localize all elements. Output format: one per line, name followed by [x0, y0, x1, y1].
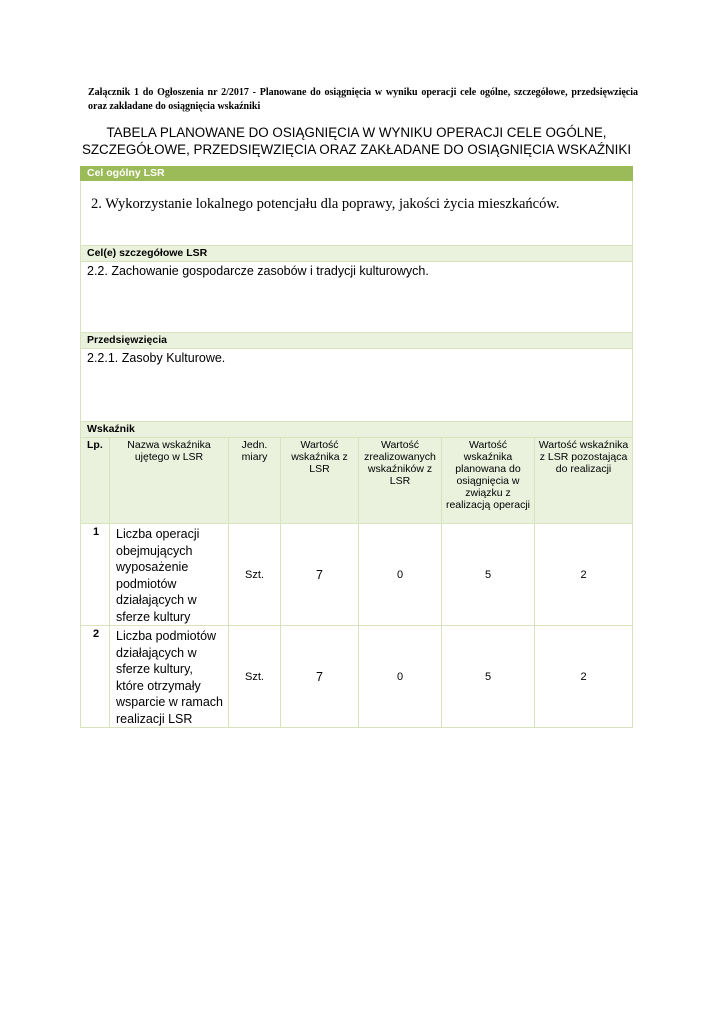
row-unit: Szt.: [229, 626, 281, 728]
column-header-remaining: Wartość wskaźnika z LSR pozostająca do realizacji: [535, 438, 633, 524]
row-unit: Szt.: [229, 524, 281, 626]
row-lp: 1: [81, 524, 110, 626]
column-header-lsr-value: Wartość wskaźnika z LSR: [281, 438, 359, 524]
row-planned: 5: [442, 626, 535, 728]
table-row: [81, 524, 633, 626]
project-value: 2.2.1. Zasoby Kulturowe.: [81, 349, 633, 422]
column-header-lp: Lp.: [81, 438, 110, 524]
indicators-table: [80, 166, 633, 728]
row-indicator-name: Liczba podmiotów działających w sferze kultury, które otrzymały wsparcie w ramach realizacji LSR: [110, 626, 229, 728]
column-header-realized: Wartość zrealizowanych wskaźników z LSR: [359, 438, 442, 524]
row-planned: 5: [442, 524, 535, 626]
specific-goal-value: 2.2. Zachowanie gospodarcze zasobów i tradycji kulturowych.: [81, 262, 633, 333]
row-remaining: 2: [535, 626, 633, 728]
attachment-note: Załącznik 1 do Ogłoszenia nr 2/2017 - Planowane do osiągnięcia w wyniku operacji cele ogólne, szczegółowe, przedsięwzięcia oraz zakładane do osiągnięcia wskaźniki: [88, 87, 638, 112]
row-lp: 2: [81, 626, 110, 728]
general-goal-value: 2. Wykorzystanie lokalnego potencjału dla poprawy, jakości życia mieszkańców.: [81, 181, 633, 246]
project-header: Przedsięwzięcia: [81, 333, 633, 349]
column-headers: [81, 438, 633, 524]
indicator-header: Wskaźnik: [81, 422, 633, 438]
general-goal-header: Cel ogólny LSR: [81, 167, 633, 181]
row-remaining: 2: [535, 524, 633, 626]
column-header-unit: Jedn. miary: [229, 438, 281, 524]
row-realized: 0: [359, 626, 442, 728]
row-realized: 0: [359, 524, 442, 626]
specific-goal-header: Cel(e) szczegółowe LSR: [81, 246, 633, 262]
row-indicator-name: Liczba operacji obejmujących wyposażenie podmiotów działających w sferze kultury: [110, 524, 229, 626]
row-lsr-value: 7: [281, 524, 359, 626]
column-header-name: Nazwa wskaźnika ujętego w LSR: [110, 438, 229, 524]
table-row: [81, 626, 633, 728]
page-title: TABELA PLANOWANE DO OSIĄGNIĘCIA W WYNIKU OPERACJI CELE OGÓLNE, SZCZEGÓŁOWE, PRZEDSIĘWZIĘCIA ORAZ ZAKŁADANE DO OSIĄGNIĘCIA WSKAŹNIKI: [81, 125, 632, 157]
column-header-planned: Wartość wskaźnika planowana do osiągnięcia w związku z realizacją operacji: [442, 438, 535, 524]
row-lsr-value: 7: [281, 626, 359, 728]
